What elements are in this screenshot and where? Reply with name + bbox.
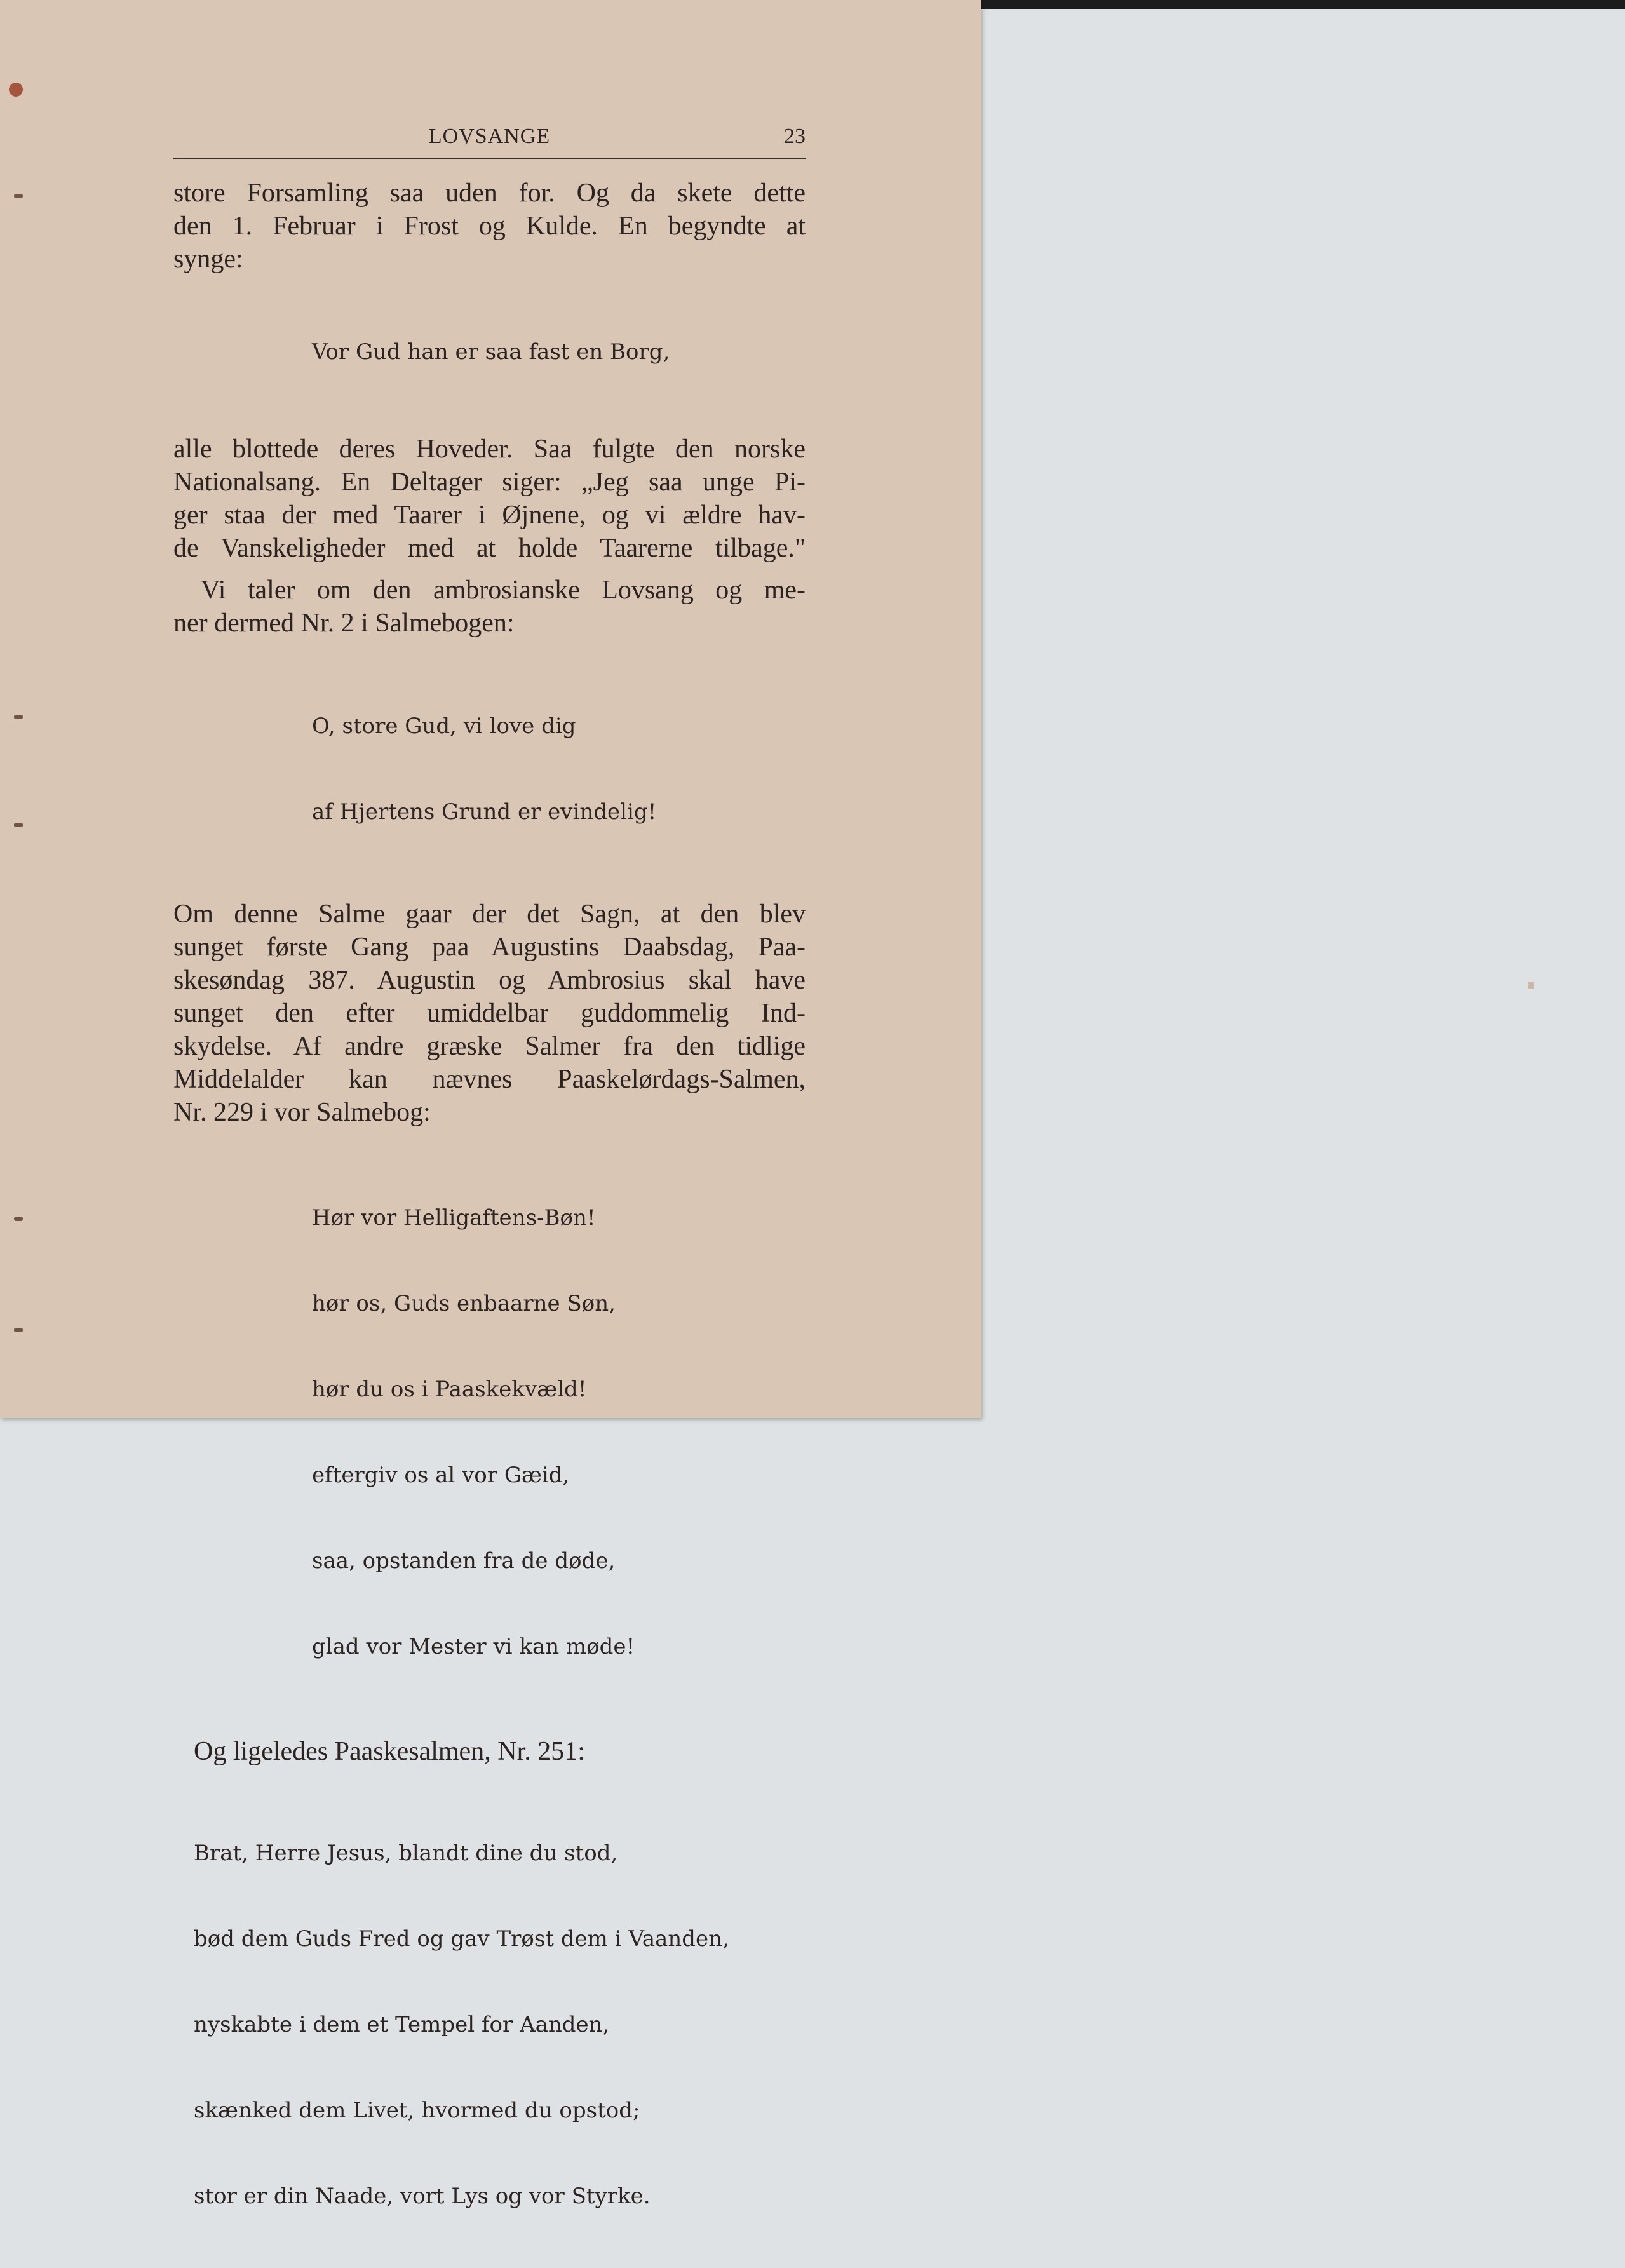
- paragraph: store Forsamling saa uden for. Og da skete dette den 1. Februar i Frost og Kulde. En begyndte at synge:: [173, 179, 806, 274]
- hymn-quote: Hør vor Helligaftens-Bøn! hør os, Guds enbaarne Søn, hør du os i Paaskekvæld! eftergiv os al vor Gæid, saa, opstanden fra de døde, glad vor Mester vi kan møde!: [312, 1205, 635, 1659]
- binding-mark: [14, 715, 23, 719]
- paper-speck: [1528, 982, 1534, 989]
- running-title: LOVSANGE: [428, 125, 551, 148]
- running-header: [173, 125, 806, 159]
- binding-hole: [9, 83, 23, 97]
- hymn-quote: Brat, Herre Jesus, blandt dine du stod, bød dem Guds Fred og gav Trøst dem i Vaanden, nyskabte i dem et Tempel for Aanden, skænked dem Livet, hvormed du opstod; stor er din Naade, vort Lys og vor Styrke.: [194, 1840, 729, 2209]
- paragraph: alle blottede deres Hoveder. Saa fulgte den norske Nationalsang. En Deltager siger: „Jeg saa unge Pi- ger staa der med Taarer i Øjnene, og vi ældre hav- de Vanskeligheder med at holde Taarerne tilbage.": [173, 435, 806, 563]
- paragraph-continuation: ner dermed Nr. 2 i Salmebogen:: [173, 609, 515, 638]
- page-number: 23: [784, 125, 806, 148]
- hymn-quote: Vor Gud han er saa fast en Borg,: [312, 339, 670, 365]
- paragraph: Vi taler om den ambrosianske Lovsang og me-: [201, 576, 806, 605]
- binding-mark: [14, 194, 23, 198]
- page-body: [173, 177, 806, 2268]
- scanner-edge: [981, 0, 1625, 9]
- hymn-quote: O, store Gud, vi love dig af Hjertens Grund er evindelig!: [312, 713, 657, 825]
- binding-mark: [14, 1217, 23, 1221]
- binding-mark: [14, 823, 23, 827]
- binding-mark: [14, 1328, 23, 1332]
- paragraph: Og ligeledes Paaskesalmen, Nr. 251:: [194, 1737, 585, 1766]
- paragraph: Om denne Salme gaar der det Sagn, at den blev sunget første Gang paa Augustins Daabsdag, Paa- skesøndag 387. Augustin og Ambrosius skal have sunget den efter umiddelbar guddommelig Ind- skydelse. Af andre græske Salmer fra den tidlige Middelalder kan nævnes Paaskelørdags-Salmen, Nr. 229 i vor Salmebog:: [173, 900, 806, 1127]
